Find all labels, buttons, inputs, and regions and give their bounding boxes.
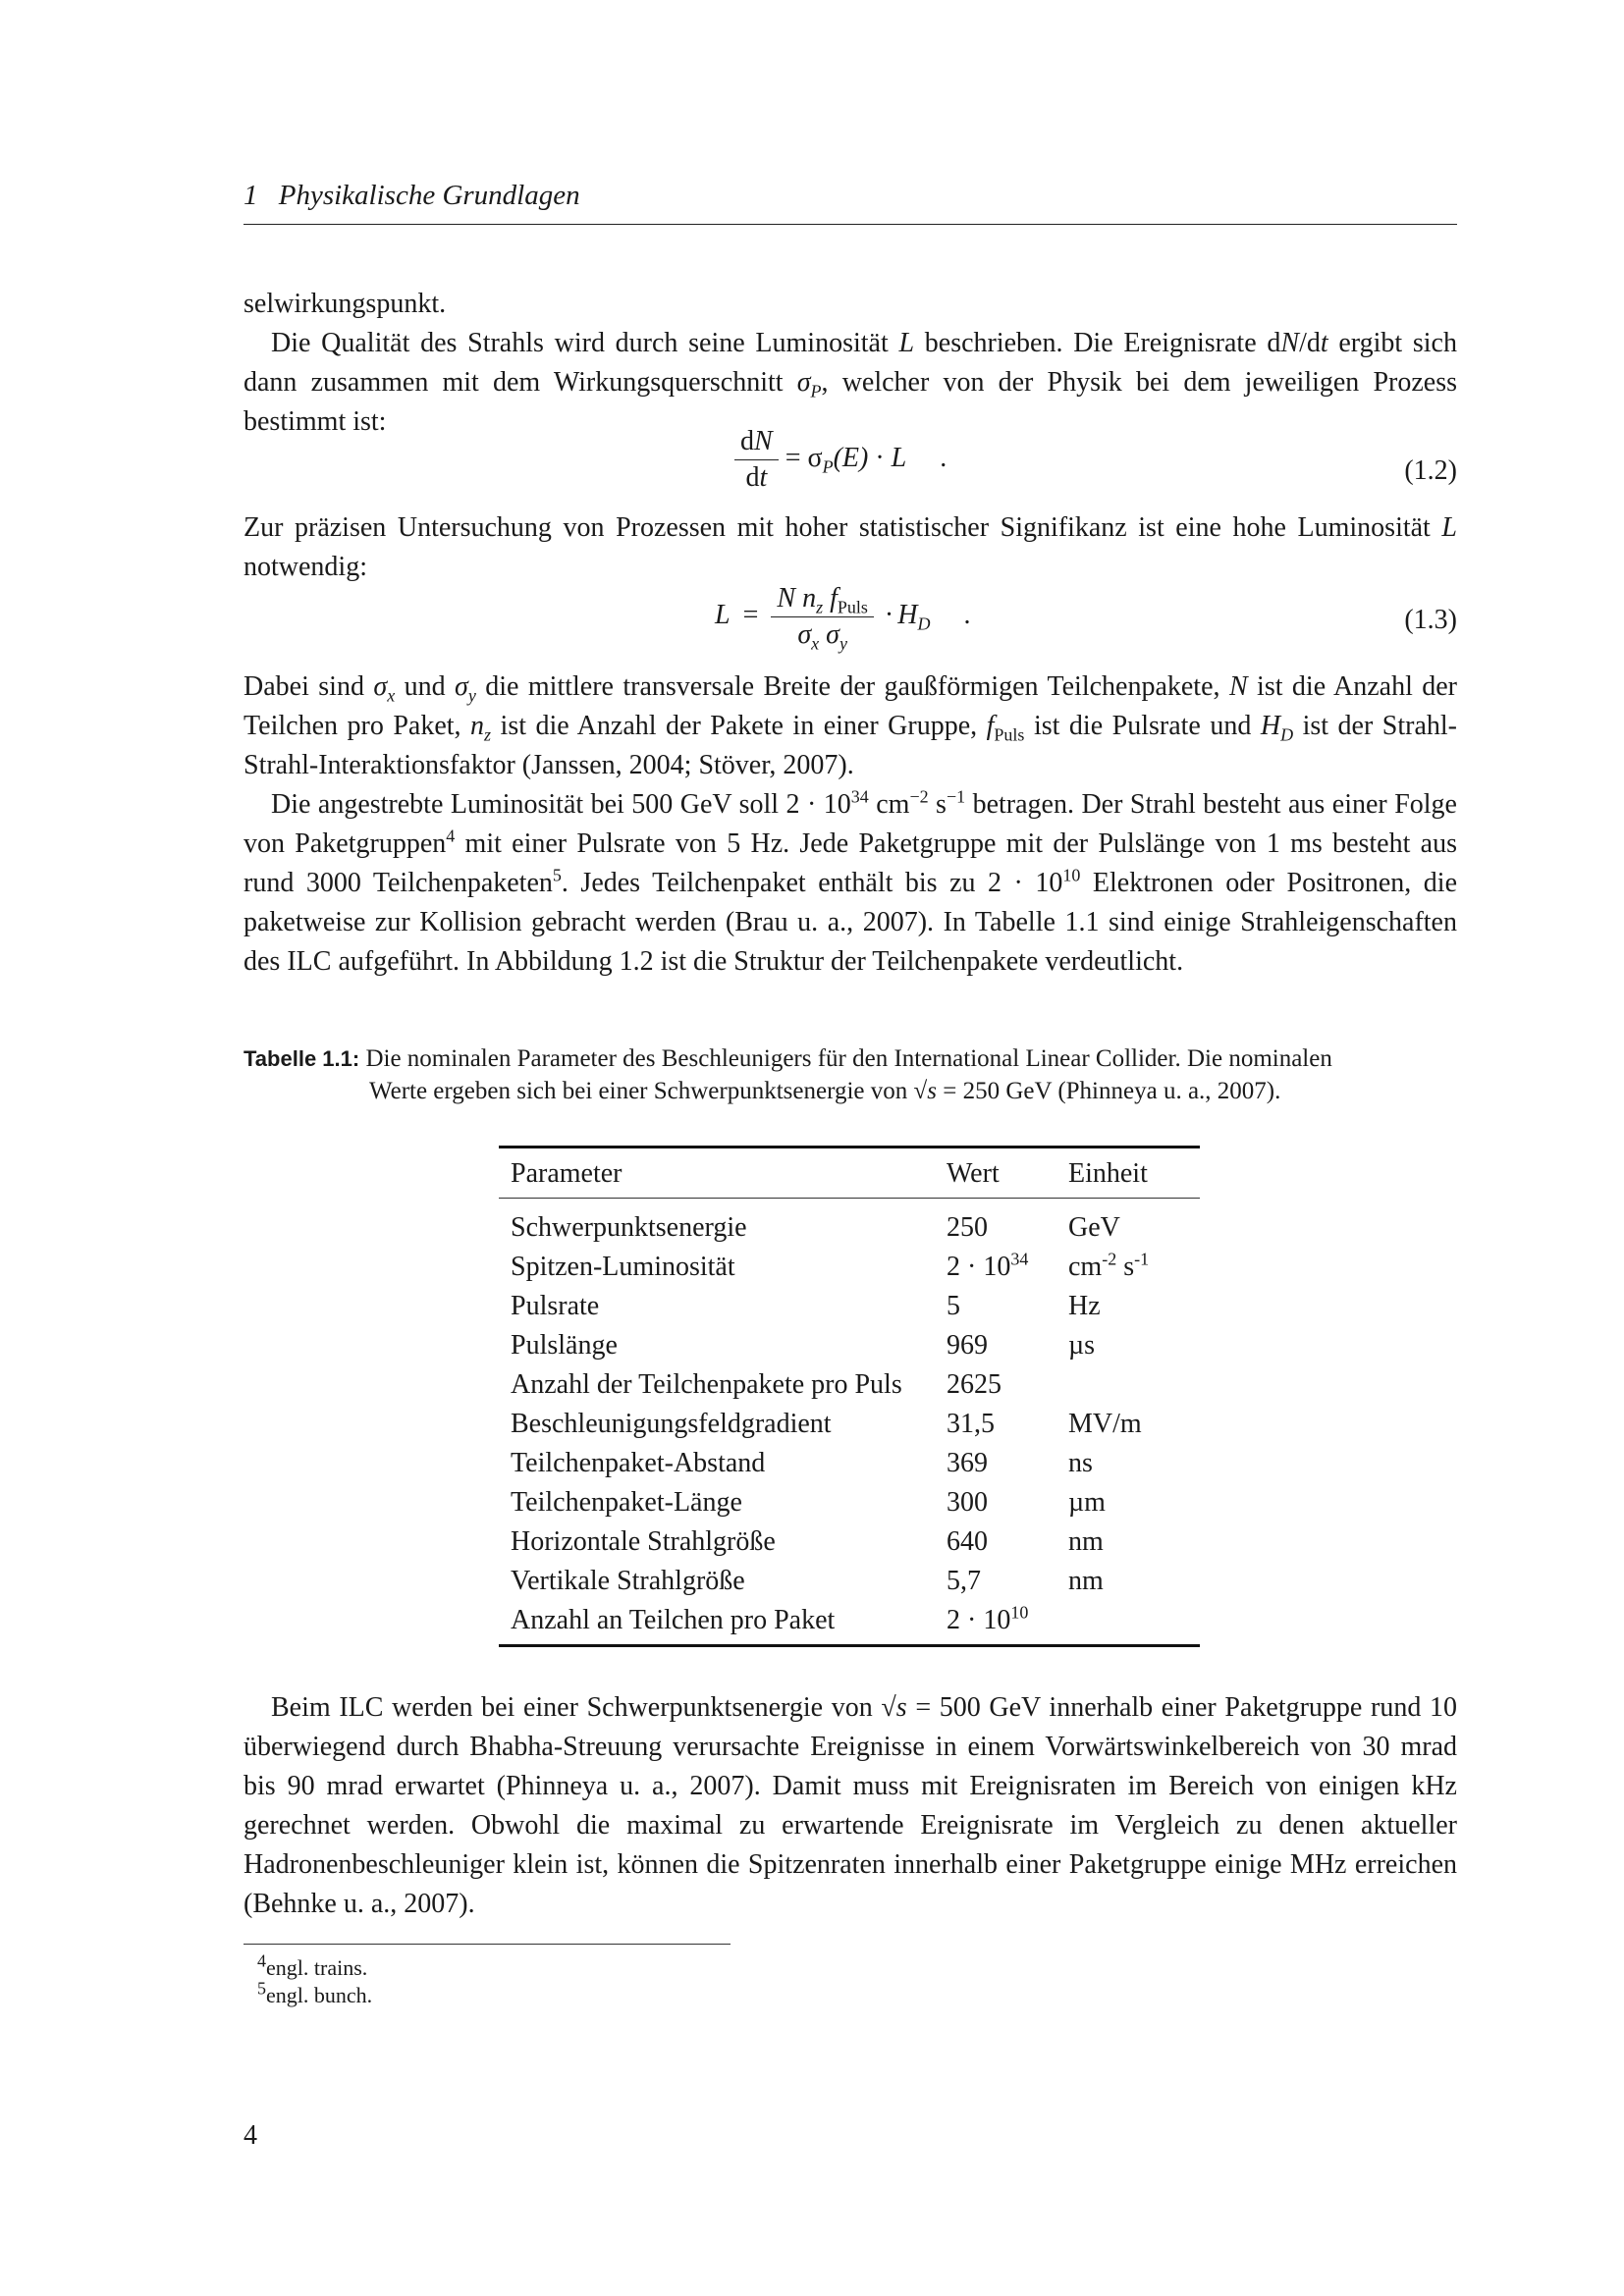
- cell-value: 5: [947, 1291, 960, 1321]
- table-row: [499, 1601, 1200, 1646]
- cell-param: Pulslänge: [511, 1330, 618, 1361]
- cell-unit: [1056, 1365, 1200, 1405]
- fraction-dN-dt: [734, 424, 779, 496]
- cell-unit: Hz: [1068, 1291, 1101, 1321]
- cell-param: Teilchenpaket-Länge: [511, 1487, 742, 1518]
- text-run: /d: [1299, 328, 1321, 358]
- cell-value: 250: [947, 1212, 988, 1243]
- math-period: .: [940, 442, 947, 473]
- math-subscript: y: [839, 633, 847, 654]
- text-run: s: [928, 789, 947, 820]
- math-subscript: x: [811, 633, 820, 654]
- table-row: [499, 1444, 1200, 1483]
- value-base: 2 · 10: [947, 1605, 1011, 1635]
- text-run: betragen. Der Strahl besteht aus einer Folge von Paketgruppen: [244, 789, 1457, 859]
- text-run: Elektronen oder Positronen, die paketweise zur Kollision gebracht werden (Brau u. a., 2007). In Tabelle 1.1 sind einige Strahleigenschaften des: [244, 868, 1458, 977]
- cell-unit: µs: [1068, 1330, 1096, 1361]
- cell-param: Teilchenpaket-Abstand: [511, 1448, 766, 1478]
- superscript: −1: [946, 786, 966, 807]
- equation-number-1-3: (1.3): [1404, 605, 1457, 635]
- text-run: cm: [868, 789, 910, 820]
- math-subscript: x: [387, 685, 396, 706]
- parameter-table: [499, 1146, 1200, 1647]
- math-var: t: [1320, 328, 1328, 358]
- cell-value: 5,7: [947, 1566, 981, 1596]
- cell-param: Pulsrate: [511, 1291, 600, 1321]
- cell-unit: µm: [1068, 1487, 1106, 1518]
- footnote-text: engl. trains.: [266, 1955, 368, 1980]
- math-var: N: [1228, 671, 1248, 702]
- cell-value: 31,5: [947, 1409, 995, 1439]
- cell-value: 969: [947, 1330, 988, 1361]
- math-var: t: [759, 462, 768, 493]
- text-run: die mittlere transversale Breite der gaußförmigen Teilchenpakete,: [475, 671, 1229, 702]
- text-run: mit einer Pulsrate von 5 Hz. Jede Paketgruppe mit der Pulslänge von 1 ms besteht aus rund 3000 Teilchenpaketen: [244, 828, 1457, 898]
- math-var: H: [1260, 711, 1281, 741]
- superscript: 34: [850, 786, 869, 807]
- text-run: Die angestrebte Luminosität bei 500 GeV soll 2 · 10: [271, 789, 851, 820]
- text-run: notwendig:: [244, 552, 367, 582]
- table-header-row: [499, 1148, 1200, 1199]
- text-run: Beim: [271, 1692, 340, 1723]
- paragraph-target-luminosity: [244, 785, 1457, 982]
- paragraph-event-rates: [244, 1688, 1457, 1924]
- superscript: −2: [909, 786, 929, 807]
- paragraph-continuation: [244, 285, 1457, 324]
- cell-unit: MV/m: [1068, 1409, 1142, 1439]
- math-text: d: [745, 462, 760, 493]
- superscript: -2: [1102, 1249, 1117, 1269]
- text-run: beschrieben. Die Ereignisrate d: [914, 328, 1281, 358]
- math-var: H: [897, 599, 918, 630]
- math-var: L: [891, 442, 907, 473]
- column-header-unit: Einheit: [1056, 1148, 1200, 1199]
- cell-param: Vertikale Strahlgröße: [511, 1566, 745, 1596]
- superscript: 10: [1062, 865, 1081, 885]
- math-var: n: [470, 711, 485, 741]
- cell-param: Anzahl der Teilchenpakete pro Puls: [511, 1369, 902, 1400]
- math-subscript: z: [816, 597, 824, 617]
- cell-value: [935, 1248, 1056, 1287]
- cell-param: Horizontale Strahlgröße: [511, 1526, 776, 1557]
- table-row: [499, 1365, 1200, 1405]
- value-base: 2 · 10: [947, 1252, 1011, 1282]
- table-caption: [244, 1042, 1457, 1107]
- acronym-ilc: ILC: [339, 1692, 384, 1723]
- text-run: und: [395, 671, 456, 702]
- cell-param: Schwerpunktsenergie: [511, 1212, 747, 1243]
- text-run: = 500 GeV innerhalb einer Paketgruppe rund 10 überwiegend durch Bhabha-Streuung verursachte Ereignisse in einem Vorwärtswinkelbereich von 30 mrad bis 90 mrad erwartet (Phinneya u. a., 2007). Damit muss mit Ereignisraten im Bereich von einigen kHz gerechnet werden. Obwohl die maximal zu erwartende Ereignisrate im Vergleich zu denen aktueller Hadronenbeschleuniger klein ist, können die Spitzenraten innerhalb einer Paketgruppe einige MHz erreichen (Behnke u. a., 2007).: [244, 1692, 1457, 1919]
- table-row: [499, 1405, 1200, 1444]
- superscript: 10: [1010, 1602, 1029, 1623]
- math-period: .: [963, 599, 971, 630]
- math-subscript: D: [917, 614, 931, 634]
- equation-number-1-2: (1.2): [1404, 455, 1457, 486]
- chapter-title: Physikalische Grundlagen: [278, 180, 580, 211]
- cell-param: Beschleunigungsfeldgradient: [511, 1409, 832, 1439]
- cell-unit: nm: [1068, 1526, 1104, 1557]
- cell-value: 640: [947, 1526, 988, 1557]
- math-sqrt: √s: [881, 1692, 907, 1723]
- superscript: -1: [1134, 1249, 1150, 1269]
- footnote-text: engl. bunch.: [266, 1983, 373, 2007]
- cell-unit: [1056, 1248, 1200, 1287]
- footnote-marker[interactable]: 4: [446, 826, 456, 846]
- math-text: d: [740, 426, 754, 456]
- text-run: Zur präzisen Untersuchung von Prozessen mit hoher statistischer Signifikanz ist eine hohe Luminosität: [244, 512, 1442, 543]
- text-run: ist die Anzahl der Teilchen pro Paket,: [244, 671, 1458, 741]
- equation-1-3: [715, 581, 970, 653]
- column-header-parameter: Parameter: [499, 1148, 935, 1199]
- cell-unit: nm: [1068, 1566, 1104, 1596]
- table-row: [499, 1326, 1200, 1365]
- caption-label: Tabelle 1.1:: [244, 1046, 360, 1071]
- math-var: σ: [373, 671, 388, 702]
- page-number: 4: [244, 2120, 257, 2151]
- math-subscript: D: [1280, 724, 1294, 745]
- math-var: σ: [796, 367, 811, 398]
- math-var: f: [986, 711, 995, 741]
- math-var: σ: [797, 619, 812, 650]
- table-row: [499, 1287, 1200, 1326]
- math-var: L: [1441, 512, 1457, 543]
- math-var: N: [1280, 328, 1300, 358]
- paragraph-luminosity-needed: [244, 508, 1457, 587]
- cell-unit: ns: [1068, 1448, 1093, 1478]
- header-rule: [244, 224, 1457, 225]
- text-run: ergibt sich dann zusammen mit dem Wirkungsquerschnitt: [244, 328, 1457, 398]
- math-var: N: [777, 583, 796, 614]
- text-run: Dabei sind: [244, 671, 374, 702]
- cell-param: Anzahl an Teilchen pro Paket: [499, 1601, 935, 1646]
- text-run: werden bei einer Schwerpunktsenergie von: [383, 1692, 882, 1723]
- cell-unit: [1056, 1601, 1200, 1646]
- math-var: N: [754, 426, 773, 456]
- caption-text: Die nominalen Parameter des Beschleunigers für den International Linear Collider. Die nominalen: [365, 1045, 1332, 1072]
- cell-value: 2625: [947, 1369, 1001, 1400]
- footnote-rule: [244, 1944, 731, 1945]
- math-var: σ: [826, 619, 839, 650]
- superscript: 34: [1010, 1249, 1029, 1269]
- cell-value: [935, 1601, 1056, 1646]
- math-var: L: [715, 599, 731, 630]
- text-run: . Jedes Teilchenpaket enthält bis zu 2 · 10: [561, 868, 1063, 898]
- text-run: ist der Strahl-Strahl-Interaktionsfaktor (Janssen, 2004; Stöver, 2007).: [244, 711, 1457, 780]
- math-subscript: P: [810, 381, 822, 401]
- running-header: [244, 180, 1457, 212]
- table-row: [499, 1562, 1200, 1601]
- math-var: f: [830, 583, 838, 614]
- unit-base: cm: [1068, 1252, 1103, 1282]
- footnote-5: [257, 1978, 373, 2008]
- text-run: ist die Pulsrate und: [1024, 711, 1261, 741]
- unit-base: s: [1116, 1252, 1135, 1282]
- text-run: Die Qualität des Strahls wird durch seine Luminosität: [271, 328, 899, 358]
- footnote-mark: 4: [257, 1950, 266, 1971]
- math-var: n: [802, 583, 817, 614]
- math-sqrt: √s: [913, 1078, 937, 1104]
- chapter-number: 1: [244, 180, 258, 211]
- math-operator: ·: [884, 599, 894, 630]
- caption-text: = 250 GeV (Phinneya u. a., 2007).: [936, 1078, 1281, 1104]
- continuation-text: selwirkungspunkt.: [244, 289, 447, 319]
- table-row: [499, 1199, 1200, 1249]
- paragraph-variable-definitions: [244, 667, 1457, 785]
- equation-1-2: [734, 424, 947, 496]
- text-run: aufgeführt. In Abbildung 1.2 ist die Struktur der Teilchenpakete verdeutlicht.: [331, 946, 1184, 977]
- footnote-mark: 5: [257, 1978, 266, 1999]
- fraction-luminosity: [771, 581, 874, 653]
- table-row: [499, 1483, 1200, 1522]
- math-subscript: y: [467, 685, 476, 706]
- footnote-marker[interactable]: 5: [552, 865, 562, 885]
- text-run: ist die Anzahl der Pakete in einer Gruppe,: [491, 711, 987, 741]
- table-row: [499, 1522, 1200, 1562]
- math-text: = σ: [785, 442, 823, 473]
- acronym-ilc: ILC: [287, 946, 332, 977]
- cell-unit: GeV: [1068, 1212, 1120, 1243]
- math-var: σ: [455, 671, 468, 702]
- cell-param: Spitzen-Luminosität: [511, 1252, 735, 1282]
- math-operator: ·: [868, 442, 892, 473]
- math-subscript: P: [822, 456, 834, 477]
- caption-text: Werte ergeben sich bei einer Schwerpunktsenergie von: [369, 1078, 914, 1104]
- math-subscript: z: [484, 724, 492, 745]
- footnote-4: [257, 1950, 368, 1981]
- math-subscript: Puls: [994, 724, 1025, 745]
- text-run: , welcher von der Physik bei dem jeweiligen Prozess bestimmt ist:: [244, 367, 1458, 437]
- math-subscript: Puls: [837, 597, 868, 617]
- math-operator: =: [742, 599, 759, 630]
- math-var: (E): [833, 442, 869, 473]
- cell-value: 300: [947, 1487, 988, 1518]
- cell-value: 369: [947, 1448, 988, 1478]
- table-row: [499, 1248, 1200, 1287]
- column-header-value: Wert: [935, 1148, 1056, 1199]
- math-var: L: [898, 328, 915, 358]
